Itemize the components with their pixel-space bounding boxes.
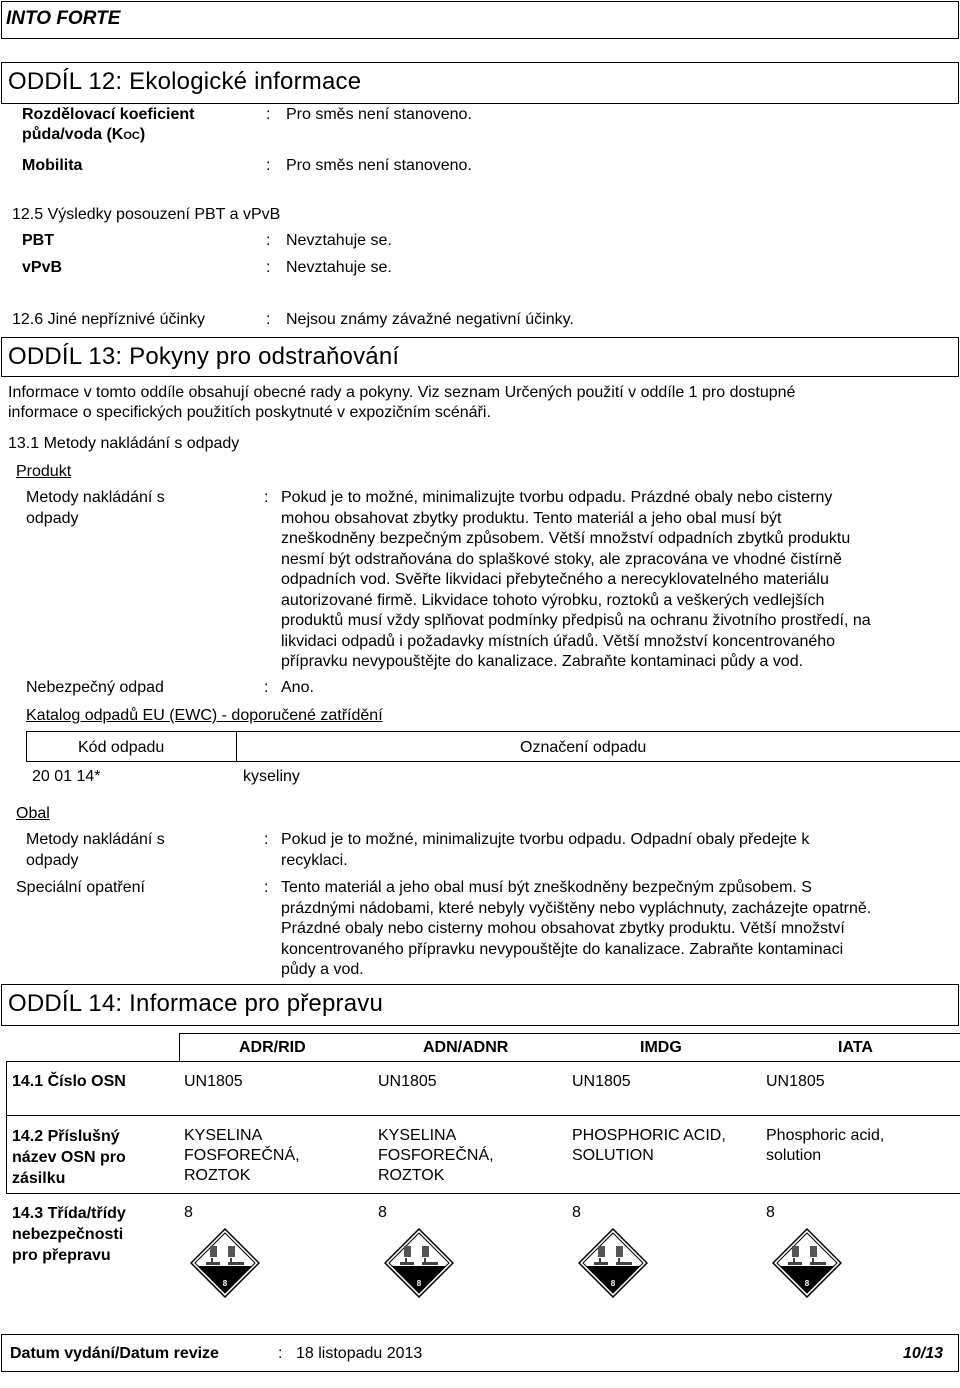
transport-header-bottom: [6, 1061, 960, 1062]
ewc-col-desc: Označení odpadu: [520, 739, 647, 756]
product-methods-line: mohou obsahovat zbytky produktu. Tento materiál a jeho obal musí být: [281, 509, 782, 527]
pbt-value: Nevztahuje se.: [286, 232, 392, 249]
koc-label-1: Rozdělovací koeficient: [22, 106, 195, 123]
shipping-name-line: Phosphoric acid,: [766, 1127, 885, 1144]
product-methods-line: přípravku nevypouštějte do kanalizace. Zabraňte kontaminaci půdy a vod.: [281, 653, 804, 670]
special-line: půdy a vod.: [281, 961, 364, 978]
koc-colon: :: [266, 106, 271, 123]
pbt-colon: :: [266, 232, 271, 249]
product-methods-label-1: Metody nakládání s: [26, 489, 165, 506]
vpvb-label: vPvB: [22, 259, 63, 276]
shipping-name-imdg: [572, 1126, 726, 1166]
special-line: Tento materiál a jeho obal musí být zneškodněny bezpečným způsobem. S: [281, 879, 812, 896]
product-methods-line: Pokud je to možné, minimalizujte tvorbu odpadu. Prázdné obaly nebo cisterny: [281, 489, 833, 506]
product-methods-colon: :: [264, 489, 269, 506]
hazardous-waste-label: Nebezpečný odpad: [26, 679, 164, 696]
product-methods-label-2: odpady: [26, 510, 79, 527]
un-number-iata: UN1805: [766, 1073, 825, 1090]
product-methods-line: odpadních vod. Svěřte likvidaci přebytečného a nerecyklovatelného materiálu: [281, 571, 829, 588]
shipping-name-line: FOSFOREČNÁ,: [378, 1147, 494, 1164]
transport-row-2-bottom: [6, 1193, 960, 1194]
pack-methods-text: [281, 830, 809, 871]
company-name: INTO FORTE: [6, 8, 121, 29]
shipping-name-line: KYSELINA: [378, 1127, 457, 1144]
special-precautions-colon: :: [264, 879, 269, 896]
transport-col-adn: ADN/ADNR: [423, 1039, 509, 1056]
product-methods-line: likvidaci odpadů i požadavky místních úřadů. Větší množství koncentrovaného: [281, 632, 836, 650]
hazard-class-adn: 8: [378, 1204, 387, 1221]
ewc-code: 20 01 14*: [32, 768, 101, 785]
ewc-table-divider: [236, 731, 237, 761]
pbt-label: PBT: [22, 232, 54, 249]
shipping-name-line: PHOSPHORIC ACID,: [572, 1127, 726, 1144]
transport-col-adr: ADR/RID: [239, 1039, 306, 1056]
pack-methods-colon: :: [264, 831, 269, 848]
other-effects-colon: :: [266, 311, 271, 328]
shipping-name-adr: [184, 1126, 300, 1186]
un-number-adn: UN1805: [378, 1073, 437, 1090]
other-effects-value: Nejsou známy závažné negativní účinky.: [286, 311, 574, 328]
corrosive-pictogram-icon: [578, 1228, 648, 1298]
transport-col-iata: IATA: [838, 1039, 873, 1056]
hazard-class-adr: 8: [184, 1204, 193, 1221]
product-methods-line: autorizované firmě. Likvidace tohoto výrobku, roztoků a veškerých vedlejších: [281, 591, 825, 609]
corrosive-pictogram-icon: [384, 1228, 454, 1298]
hazardous-waste-value: Ano.: [281, 679, 314, 696]
un-number-label: 14.1 Číslo OSN: [12, 1073, 126, 1090]
mobility-label: Mobilita: [22, 157, 83, 174]
corrosive-pictogram-icon: [190, 1228, 260, 1298]
special-line: prázdnými nádobami, které nebyly vyčištěny nebo vypláchnuty, zacházejte opatrně.: [281, 899, 872, 917]
shipping-name-label: [12, 1126, 126, 1189]
shipping-name-adn: [378, 1126, 494, 1186]
pack-methods-label-2: odpady: [26, 852, 79, 869]
hazardous-waste-colon: :: [264, 679, 269, 696]
ewc-table-mid: [26, 761, 960, 762]
ewc-desc: kyseliny: [243, 768, 300, 785]
koc-label-2: [22, 125, 145, 146]
koc-value: Pro směs není stanoveno.: [286, 106, 472, 123]
koc-label-2-text: půda/voda (K: [22, 126, 124, 143]
section-12-title: ODDÍL 12: Ekologické informace: [8, 68, 362, 95]
transport-col-imdg: IMDG: [640, 1039, 682, 1056]
mobility-colon: :: [266, 157, 271, 174]
special-line: koncentrovaného přípravku nevypouštějte do kanalizace. Zabraňte kontaminaci: [281, 940, 844, 958]
s13-intro-line-1: Informace v tomto oddíle obsahují obecné rady a pokyny. Viz seznam Určených použití v oddíle 1 pro dostupné: [8, 384, 796, 401]
transport-left-edge: [6, 1061, 7, 1193]
packaging-label: Obal: [16, 805, 50, 822]
transport-header-left: [179, 1033, 180, 1061]
shipping-name-iata: [766, 1126, 884, 1166]
pack-methods-line: recyklaci.: [281, 851, 348, 869]
shipping-name-line: FOSFOREČNÁ,: [184, 1147, 300, 1164]
hazard-class-label: [12, 1203, 126, 1266]
hazard-class-label-line: 14.3 Třída/třídy: [12, 1205, 126, 1222]
ewc-table-left: [26, 731, 27, 761]
shipping-name-label-line: 14.2 Příslušný: [12, 1128, 120, 1145]
hazard-class-label-line: pro přepravu: [12, 1247, 111, 1264]
section-14-title: ODDÍL 14: Informace pro přepravu: [8, 990, 384, 1017]
koc-label-2-post: ): [139, 126, 146, 143]
section-13-title: ODDÍL 13: Pokyny pro odstraňování: [8, 343, 400, 370]
pack-methods-line: Pokud je to možné, minimalizujte tvorbu odpadu. Odpadní obaly předejte k: [281, 831, 810, 848]
header-box: [1, 1, 959, 39]
shipping-name-line: solution: [766, 1147, 822, 1164]
vpvb-colon: :: [266, 259, 271, 276]
product-label: Produkt: [16, 463, 72, 480]
methods-heading: 13.1 Metody nakládání s odpady: [8, 435, 240, 452]
shipping-name-label-line: zásilku: [12, 1170, 66, 1187]
corrosive-pictogram-icon: [772, 1228, 842, 1298]
koc-sub: OC: [123, 130, 140, 142]
ewc-col-code: Kód odpadu: [78, 739, 165, 756]
shipping-name-line: KYSELINA: [184, 1127, 263, 1144]
footer-date-label: Datum vydání/Datum revize: [10, 1345, 219, 1362]
hazard-class-label-line: nebezpečnosti: [12, 1226, 124, 1243]
pictogram-number: 8: [222, 1279, 228, 1288]
vpvb-value: Nevztahuje se.: [286, 259, 392, 276]
other-effects-label: 12.6 Jiné nepříznivé účinky: [12, 311, 205, 328]
footer-date-value: 18 listopadu 2013: [296, 1345, 423, 1362]
ewc-heading: Katalog odpadů EU (EWC) - doporučené zatřídění: [26, 707, 383, 724]
shipping-name-label-line: název OSN pro: [12, 1149, 126, 1166]
product-methods-line: nesmí být odstraňována do splaškové stoky, ale zpracována ve vhodné čistírně: [281, 550, 842, 568]
product-methods-text: [281, 488, 871, 673]
ewc-table-top: [26, 731, 960, 732]
pack-methods-label-1: Metody nakládání s: [26, 831, 165, 848]
special-line: Prázdné obaly nebo cisterny mohou obsahovat zbytky produktu. Větší množství: [281, 920, 845, 937]
un-number-adr: UN1805: [184, 1073, 243, 1090]
special-precautions-text: [281, 878, 871, 981]
pbt-heading: 12.5 Výsledky posouzení PBT a vPvB: [12, 206, 281, 223]
s13-intro-line-2: informace o specifických použitích poskytnuté v expozičním scénáři.: [8, 404, 491, 421]
special-precautions-label: Speciální opatření: [16, 879, 145, 896]
footer-page-number: 10/13: [903, 1345, 944, 1362]
hazard-class-imdg: 8: [572, 1204, 581, 1221]
un-number-imdg: UN1805: [572, 1073, 631, 1090]
mobility-value: Pro směs není stanoveno.: [286, 157, 472, 174]
transport-row-1-bottom: [6, 1115, 960, 1116]
shipping-name-line: SOLUTION: [572, 1147, 654, 1164]
pictogram-number: 8: [804, 1279, 810, 1288]
product-methods-line: produktů musí vždy splňovat podmínky předpisů na ochranu životního prostředí, na: [281, 612, 871, 629]
hazard-class-iata: 8: [766, 1204, 775, 1221]
product-methods-line: zneškodněny bezpečným způsobem. Větší množství odpadních zbytků produktu: [281, 530, 851, 547]
pictogram-number: 8: [610, 1279, 616, 1288]
shipping-name-line: ROZTOK: [184, 1167, 251, 1184]
pictogram-number: 8: [416, 1279, 422, 1288]
shipping-name-line: ROZTOK: [378, 1167, 445, 1184]
transport-table-top: [179, 1033, 960, 1034]
footer-colon: :: [278, 1345, 283, 1362]
